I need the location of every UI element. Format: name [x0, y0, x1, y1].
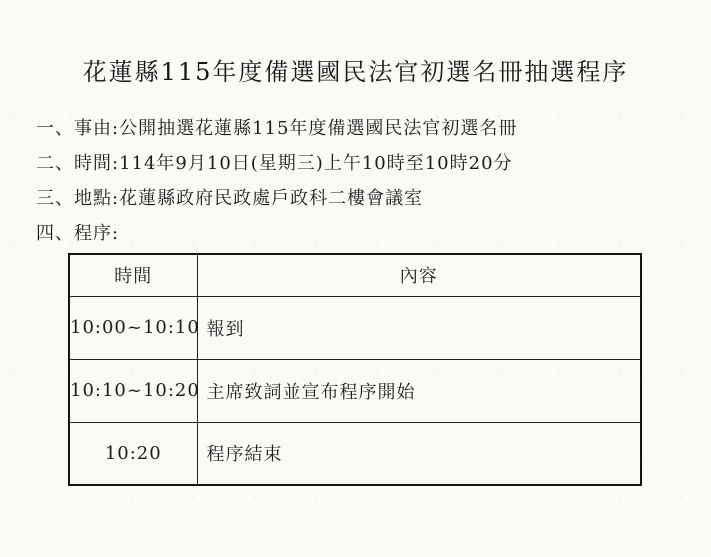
cell-content: 報到 [197, 296, 641, 359]
schedule-table [68, 253, 642, 486]
cell-content: 程序結束 [197, 422, 641, 485]
item-subject: 一、事由:公開抽選花蓮縣115年度備選國民法官初選名冊 [36, 118, 518, 139]
table-header-row [69, 254, 641, 296]
item-location: 三、地點:花蓮縣政府民政處戶政科二樓會議室 [36, 188, 424, 209]
cell-time: 10:20 [69, 422, 197, 485]
table-row [69, 422, 641, 485]
table-row [69, 296, 641, 359]
table-row [69, 359, 641, 422]
item-procedure: 四、程序: [36, 223, 120, 244]
cell-time: 10:10~10:20 [69, 359, 197, 422]
cell-time: 10:00~10:10 [69, 296, 197, 359]
cell-content: 主席致詞並宣布程序開始 [197, 359, 641, 422]
document-title: 花蓮縣115年度備選國民法官初選名冊抽選程序 [82, 58, 629, 86]
column-header-content: 內容 [197, 254, 641, 296]
item-time: 二、時間:114年9月10日(星期三)上午10時至10時20分 [36, 153, 513, 174]
column-header-time: 時間 [69, 254, 197, 296]
numbered-item-list [36, 111, 711, 251]
